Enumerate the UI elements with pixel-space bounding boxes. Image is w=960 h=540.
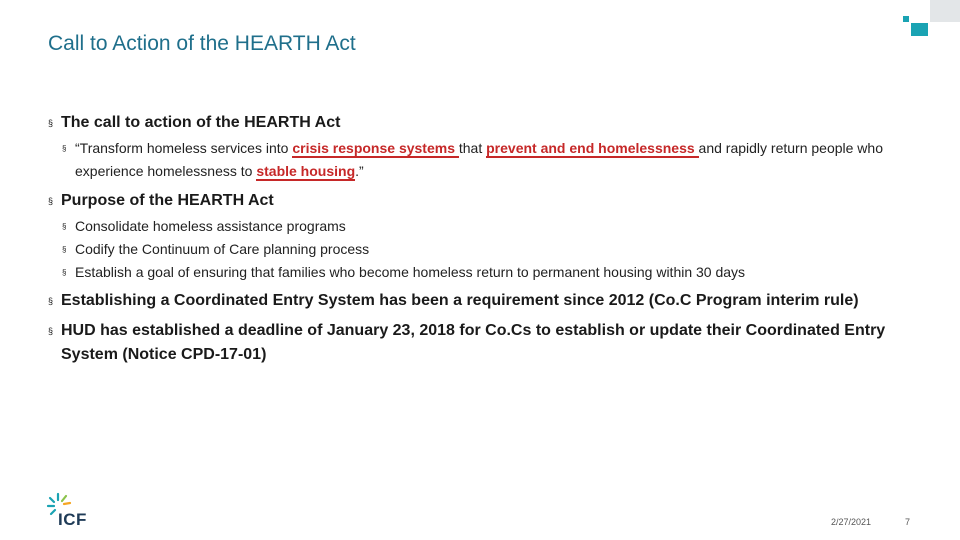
bullet-icon: §: [48, 326, 54, 336]
underlined-phrase: prevent and end homelessness: [486, 140, 699, 156]
item-text: Establish a goal of ensuring that families who become homeless return to permanent housing within 30 days: [75, 264, 746, 280]
quote-part: “Transform homeless services into: [75, 140, 293, 156]
bullet-heading-purpose: [48, 189, 928, 213]
bullet-icon: §: [62, 268, 67, 277]
heading-text: Purpose of the HEARTH Act: [61, 192, 274, 209]
quote-part: .”: [355, 163, 364, 179]
heading-text: Establishing a Coordinated Entry System has been a requirement since 2012 (Co.C Program interim rule): [61, 292, 859, 309]
underlined-phrase: stable housing: [256, 163, 356, 179]
bullet-icon: §: [62, 222, 67, 231]
slide-body: [48, 111, 928, 367]
bullet-heading-coordinated-entry: [48, 289, 928, 313]
underlined-phrase: crisis response systems: [292, 140, 459, 156]
corner-square-teal-small: [903, 16, 909, 22]
item-text: Codify the Continuum of Care planning process: [75, 241, 370, 257]
bullet-purpose-item: [48, 215, 928, 238]
quote-part: that: [458, 140, 487, 156]
heading-text: HUD has established a deadline of January 23, 2018 for Co.Cs to establish or update their Coordinated Entry System (Notice CPD-17-01): [61, 322, 886, 363]
slide-date: 2/27/2021: [831, 517, 872, 527]
logo-text: ICF: [58, 510, 87, 529]
slide-page-number: 7: [905, 517, 911, 527]
bullet-heading-call-to-action: [48, 111, 928, 135]
corner-square-teal-large: [911, 23, 928, 36]
heading-text: The call to action of the HEARTH Act: [61, 114, 341, 131]
quote-part: and rapidly return people who experience homelessness to: [75, 140, 883, 179]
slide-title: Call to Action of the HEARTH Act: [48, 32, 356, 55]
bullet-purpose-item: [48, 261, 928, 284]
bullet-quote: [48, 137, 928, 183]
bullet-icon: §: [48, 196, 54, 206]
bullet-heading-hud-deadline: [48, 319, 928, 367]
bullet-icon: §: [48, 296, 54, 306]
bullet-icon: §: [62, 144, 67, 153]
bullet-icon: §: [48, 118, 54, 128]
bullet-purpose-item: [48, 238, 928, 261]
bullet-icon: §: [62, 245, 67, 254]
corner-decoration: [900, 0, 960, 40]
item-text: Consolidate homeless assistance programs: [75, 218, 346, 234]
corner-square-gray: [930, 0, 960, 22]
